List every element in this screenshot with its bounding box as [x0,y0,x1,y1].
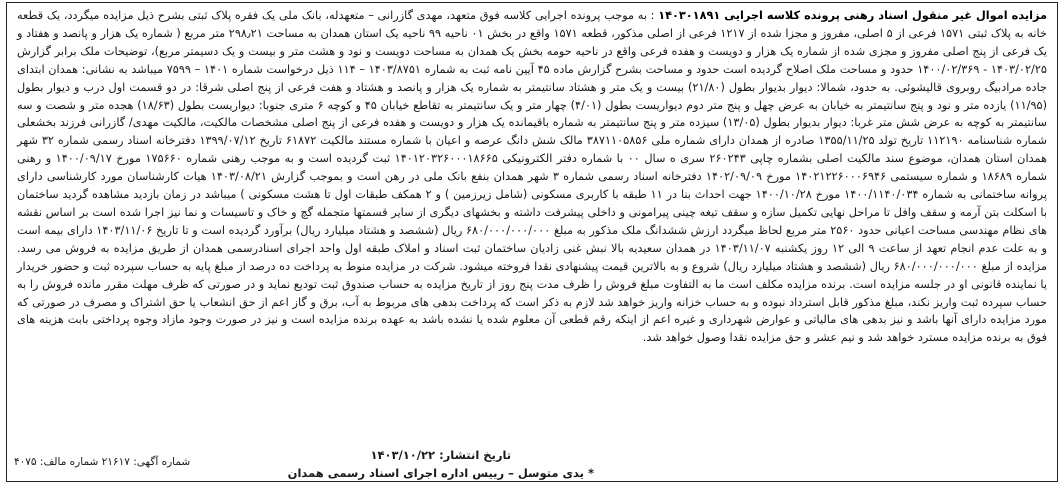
notice-footer [10,446,1054,482]
signature: * یدی متوسل – رییس اداره اجرای اسناد رسمی همدان [287,466,594,480]
notice-title: مزایده اموال غیر منقول اسناد رهنی پرونده کلاسه اجرایی ۱۴۰۳۰۱۸۹۱ [658,9,1048,22]
ad-number: شماره آگهی: ۲۱۶۱۷ شماره مالف: ۴۰۷۵ [14,456,191,468]
auction-notice [6,2,1058,482]
notice-body [17,7,1047,347]
publish-date: ۱۴۰۳/۱۰/۲۲ [370,448,436,462]
publish-block [288,446,594,482]
publish-date-label: تاریخ انتشار: [439,448,512,462]
notice-body-text: : به موجب پرونده اجرایی کلاسه فوق متعهد، مهدی گازرانی – متعهدله، بانک ملی یک فقره پلاک ثبتی بشرح ذیل مزایده میگردد، یک قطعه خانه به پلاک ثبتی ۱۵۷۱ فرعی از ۵ اصلی، مفروز و مجزا شده از ۱۲۱۷ فرعی از اصلی مذکور، قطعه ۱۵۷۱ واقع در بخش ۰۱ ناحیه ۹۹ ناحیه یک استان همدان به مساحت ۲۹۸٫۲۱ متر مربع ( شماره یک هزار و پانصد و هفتاد و یک فرعی از پنج اصلی مفروز و مجزی شده از شماره یک هزار و دویست و هفده فرعی واقع در ناحیه حومه بخش یک همدان به مساحت دویست و نود و هشت متر و بیست و یک دسیمتر مربع)، توضیحات ملک برابر گزارش ۱۴۰۳/۰۲/۲۵ - ۱۴۰۰/۰۲/۳۶۹ حدود و مساحت ملک اصلاح گردیده است حدود و مساحت بشرح گزارش ماده ۴۵ آیین نامه ثبت به شماره ۱۴۰۳/۸۷۵۱ – ۱۱۴ ذیل درخواست شماره ۱۴۰۱ – ۷۵۹۹ میباشد به نشانی: همدان ابتدای جاده مرادبیگ روبروی قالیشوئی. به حدود، شمالا: دیوار بدیوار بطول (۲۱/۸۰) بیست و یک متر و هشتاد سانتیمتر به شماره یک هزار و پانصد و هشتاد و هفت فرعی از پنج اصلی شرقا: در دو قسمت اول درب و دیوار بطول (۱۱/۹۵) یازده متر و نود و پنج سانتیمتر به خیابان به عرض چهل و پنج متر دوم دیواریست بطول (۴/۰۱) چهار متر و یک سانتیمتر به تقاطع خیابان ۴۵ و کوچه ۶ متری جنوبا: دیواریست بطول (۱۸/۶۳) هجده متر و شصت و سه سانتیمتر به کوچه به عرض شش متر غربا: دیوار بدیوار بطول (۱۳/۰۵) سیزده متر و پنج سانتیمتر به شماره باقیمانده یک هزار و دویست و هفده فرعی از پنج اصلی مشخصات مالکیت، مالکیت مهدی/ گازرانی فرزند بخشعلی شماره شناسنامه ۱۱۲۱۹۰ تاریخ تولد ۱۳۵۵/۱۱/۲۵ صادره از همدان دارای شماره ملی ۳۸۷۱۱۰۵۸۵۶ مالک شش دانگ عرصه و اعیان با شماره مستند مالکیت ۶۱۸۷۲ تاریخ ۱۳۹۹/۰۷/۱۲ دفترخانه اسناد رسمی شماره ۳۲ شهر همدان استان همدان، موضوع سند مالکیت اصلی بشماره چاپی ۲۶۰۲۴۳ سری ه سال ۰۰ با شماره دفتر الکترونیکی ۱۴۰۱۲۰۳۲۶۰۰۰۱۸۶۶۵ ثبت گردیده است و به موجب رهنی شماره ۱۷۵۶۶۰ مورخ ۱۴۰۰/۰۹/۱۷ و رهنی شماره ۱۸۶۸۹ و شماره سیستمی ۱۴۰۲۱۲۲۶۰۰۰۶۹۴۶ مورخ ۱۴۰۲/۰۹/۰۹ دفترخانه اسناد رسمی شماره ۳ شهر همدان بنفع بانک ملی در رهن است و بموجب گزارش ۱۴۰۳/۰۸/۲۱ هیات کارشناسان مورد کارشناسی دارای پروانه ساختمانی به شماره ۱۴۰۰/۱۱۴۰/۰۳۴ مورخ ۱۴۰۰/۱۰/۲۸ جهت احداث بنا در ۱۱ طبقه با کاربری مسکونی (شامل زیرزمین ) و ۲ همکف طبقات اول تا هشت مسکونی ) میباشد در زمان بازدید مشاهده گردید ساختمان با اسکلت بتن آرمه و سقف وافل تا مراحل نهایی تکمیل سازه و سقف تیغه چینی پیرامونی و داخلی پیشرفت داشته و بخشهای دیگری از سایر قسمتها متجمله گچ و خاک و تاسیسات و نما نیز اجرا شده است بر اساس نقشه های نظام مهندسی مساحت اعیانی حدود ۲۵۶۰ متر مربع لحاظ میگردد ارزش ششدانگ ملک مذکور به مبلغ ۶۸۰/۰۰۰/۰۰۰/۰۰۰ ریال (ششصد و هشتاد میلیارد ریال) برآورد گردیده است و تا تاریخ ۱۴۰۳/۱۱/۰۶ دارای بیمه است و به علت عدم انجام تعهد از ساعت ۹ الی ۱۲ روز یکشنبه ۱۴۰۳/۱۱/۰۷ در همدان سعیدیه بالا نبش غنی زادیان ساختمان ثبت اسناد و املاک طبقه اول واحد اجرای اسنادرسمی همدان از طریق مزایده به فروش می رسد. مزایده از مبلغ ۶۸۰/۰۰۰/۰۰۰/۰۰۰ ریال (ششصد و هشتاد میلیارد ریال) شروع و به بالاترین قیمت پیشنهادی نقدا فروخته میشود. شرکت در مزایده منوط به پرداخت ده درصد از مبلغ پایه به حساب سپرده ثبت و حضور خریدار یا نماینده قانونی او در جلسه مزایده است. برنده مزایده مکلف است ما به التفاوت مبلغ فروش را ظرف مدت پنج روز از تاریخ مزایده به حساب صندوق ثبت تودیع نماید و در صورتی که ظرف مهلت مقرر مانده فروش را به حساب سپرده ثبت واریز نکند، مبلغ مذکور قابل استرداد نبوده و به حساب خزانه واریز خواهد شد لازم به ذکر است که پرداخت بدهی های مربوط به آب، برق و گاز اعم از حق انشعاب یا حق اشتراک و مصرف در صورتی که مورد مزایده دارای آنها باشد و نیز بدهی های مالیاتی و عوارض شهرداری و غیره اعم از اینکه رقم قطعی آن معلوم شده یا نشده باشد به عهده برنده مزایده است و نیز در صورت وجود مازاد وجوه پرداختی بابت هزینه های فوق به برنده مزایده مسترد خواهد شد و نیم عشر و حق مزایده نقدا وصول خواهد شد. [17,9,1048,345]
